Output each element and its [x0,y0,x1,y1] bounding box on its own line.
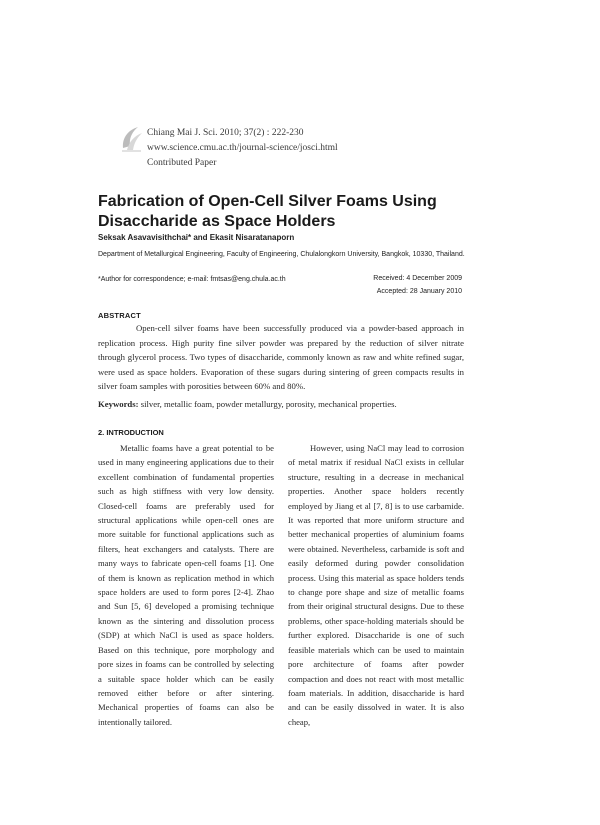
accepted-date: Accepted: 28 January 2010 [376,288,462,295]
introduction-left-column: Metallic foams have a great potential to be used in many engineering applications due to their excellent combination of fundamental properties such as high stiffness with very low density. Closed-cell foams are preferably used for structural applications while open-cell ones are more suitable for functional applications such as filters, heat exchangers and catalysts. There are many ways to fabricate open-cell foams [1]. One of them is known as replication method in which space holders are used to form pores [2-4]. Zhao and Sun [5, 6] developed a promising technique known as the sintering and dissolution process (SDP) at which NaCl is used as space holders. Based on this technique, pore morphology and pore sizes in foams can be controlled by selecting a suitable space holder which can be easily removed either before or after sintering. Mechanical properties of foams can also be intentionally tailored. [98,443,274,727]
journal-citation: Chiang Mai J. Sci. 2010; 37(2) : 222-230 [147,128,304,138]
introduction-right-column: However, using NaCl may lead to corrosion of metal matrix if residual NaCl exists in cellular structure, resulting in a decrease in mechanical properties. Another space holders recently employed by Jiang et al [7, 8] is to use carbamide. It was reported that more uniform structure and better mechanical properties of aluminium foams were obtained. Nevertheless, carbamide is soft and easily deformed during powder consolidation process. Using this material as space holders tends to change pore shape and size of metallic foams from their original structural designs. Due to these problems, other space-holding materials should be further explored. Disaccharide is one of such feasible materials which can be used to maintain pore architecture of foams after powder compaction and does not react with most metallic foam materials. In addition, disaccharide is hard and can be easily dissolved in water. It is also cheap, [288,443,464,727]
abstract-heading: ABSTRACT [98,311,141,320]
introduction-heading: 2. INTRODUCTION [98,428,164,437]
keywords-list: silver, metallic foam, powder metallurgy, porosity, mechanical properties. [138,399,397,409]
keywords-label: Keywords: [98,399,139,409]
journal-header [120,124,380,172]
journal-url: www.science.cmu.ac.th/journal-science/josci.html [147,143,338,153]
affiliation: Department of Metallurgical Engineering, Faculty of Engineering, Chulalongkorn University, Bangkok, 10330, Thailand. [98,251,465,258]
corresponding-author: *Author for correspondence; e-mail: fmtsas@eng.chula.ac.th [98,276,286,283]
paper-type: Contributed Paper [147,158,217,168]
received-date: Received: 4 December 2009 [373,275,462,282]
dates [373,272,462,298]
journal-logo-icon [120,124,144,154]
authors: Seksak Asavavisithchai* and Ekasit Nisaratanaporn [98,233,295,242]
keywords [98,399,464,409]
paper-title: Fabrication of Open-Cell Silver Foams Using Disaccharide as Space Holders [98,193,437,230]
abstract-body: Open-cell silver foams have been successfully produced via a powder-based approach in replication process. High purity fine silver powder was prepared by the reduction of silver nitrate through glycerol process. Two types of disaccharide, commonly known as raw and white refined sugar, were used as space holders. Evaporation of these sugars during sintering of green compacts results in silver foam samples with porosities between 60% and 80%. [98,323,464,391]
